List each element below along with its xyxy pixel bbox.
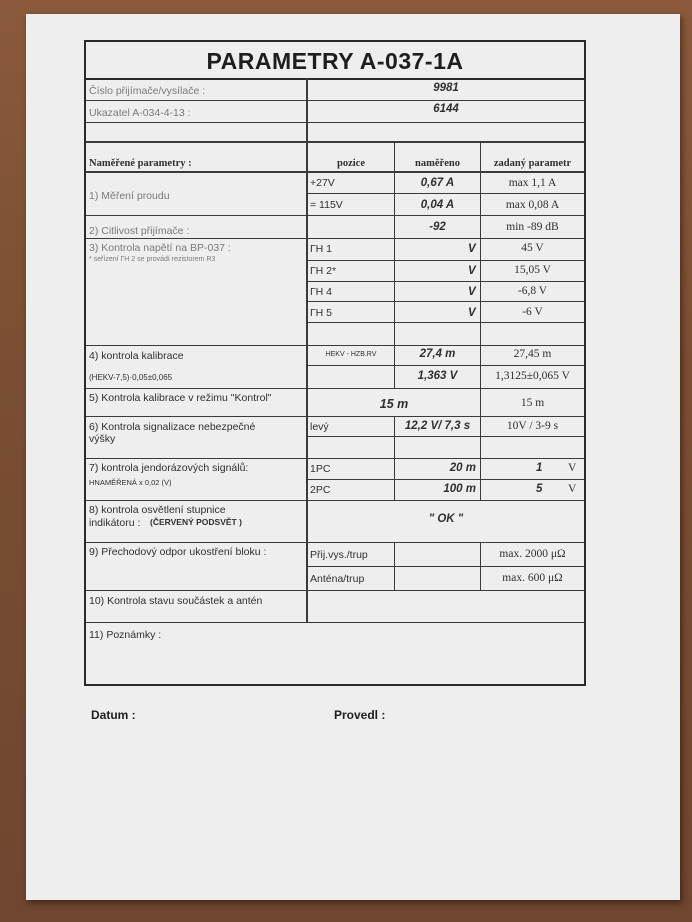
row6-pozice: levý — [310, 421, 329, 433]
row4-pozice: HEKV - HZB.RV — [325, 351, 377, 358]
row3-pozice-2: ГН 2* — [310, 265, 337, 277]
row7-nameneno-1: 20 m — [449, 462, 476, 474]
row3-zadany-1: 45 V — [521, 242, 544, 254]
row3-zadany-3: -6,8 V — [517, 285, 548, 297]
row4-nameneno-2: 1,363 V — [417, 370, 458, 382]
row6-label-2: výšky — [89, 433, 116, 445]
row-line — [306, 260, 584, 261]
parameter-form — [84, 40, 586, 686]
row6-nameneno: 12,2 V/ 7,3 s — [404, 420, 471, 432]
row-line — [306, 301, 584, 302]
footer-provedl: Provedl : — [334, 708, 386, 722]
row11-label: 11) Poznámky : — [89, 629, 162, 641]
row-line — [86, 100, 584, 101]
column-line — [480, 458, 481, 500]
row3-pozice-3: ГН 4 — [310, 286, 333, 298]
row7-formula: HNAMĚŘENÁ x 0,02 (V) — [89, 478, 172, 487]
row4-zadany-2: 1,3125±0,065 V — [495, 370, 570, 382]
row3-note: * seřízení ГН 2 se provádí rezistorem R3 — [89, 256, 216, 263]
column-line — [394, 238, 395, 345]
row-line — [306, 193, 584, 194]
row-line — [86, 458, 584, 459]
row-line — [306, 479, 584, 480]
row2-label: 2) Citlivost přijímače : — [89, 225, 190, 237]
row-line — [86, 388, 584, 389]
row5-nameneno: 15 m — [379, 397, 409, 411]
row7-unit-2: V — [568, 483, 577, 495]
row8-label-3: (ČERVENÝ PODSVĚT ) — [150, 517, 242, 527]
column-line — [394, 542, 395, 590]
row3-zadany-2: 15,05 V — [514, 264, 551, 276]
footer-datum: Datum : — [91, 708, 136, 722]
row3-unit-3: V — [468, 286, 476, 298]
row6-zadany: 10V / 3-9 s — [506, 420, 559, 432]
row7-zadany-2: 5 — [536, 483, 543, 495]
row3-unit-4: V — [468, 307, 476, 319]
row3-unit-2: V — [468, 265, 476, 277]
header-nameneno: naměřeno — [415, 158, 460, 169]
row9-pozice-1: Přij.vys./trup — [310, 549, 368, 561]
row-line — [306, 566, 584, 567]
row8-result: " OK " — [428, 513, 464, 525]
row1-nameneno-1: 0,67 A — [420, 177, 455, 189]
row7-nameneno-2: 100 m — [443, 483, 476, 495]
row9-zadany-1: max. 2000 μΩ — [499, 548, 566, 560]
row-line — [86, 622, 584, 623]
header-params: Naměřené parametry : — [89, 158, 192, 169]
row3-zadany-4: -6 V — [522, 306, 543, 318]
row1-zadany-2: max 0,08 A — [505, 199, 560, 211]
paper-sheet — [26, 14, 680, 900]
row-line — [86, 122, 584, 123]
row9-pozice-2: Anténa/trup — [310, 573, 365, 585]
row-line — [86, 215, 584, 216]
row9-label: 9) Přechodový odpor ukostření bloku : — [89, 546, 267, 558]
row4-formula: (HEKV-7,5)·0,05±0,065 — [89, 373, 173, 382]
row7-pozice-1: 1PC — [310, 463, 331, 475]
row-line — [306, 436, 584, 437]
row1-pozice-1: +27V — [310, 177, 335, 189]
header-zadany: zadaný parametr — [493, 158, 572, 169]
row7-label: 7) kontrola jendorázových signálů: — [89, 462, 249, 474]
row8-label-2: indikátoru : — [89, 517, 141, 529]
row2-zadany: min -89 dB — [506, 221, 559, 233]
row3-label: 3) Kontrola napětí na BP-037 : — [89, 242, 231, 254]
row-line — [86, 238, 584, 239]
receiver-number-value: 9981 — [433, 82, 459, 94]
row3-pozice-1: ГН 1 — [310, 243, 333, 255]
row5-label: 5) Kontrola kalibrace v režimu "Kontrol" — [89, 392, 272, 404]
column-line — [394, 458, 395, 500]
row5-zadany: 15 m — [520, 397, 545, 409]
row7-zadany-1: 1 — [536, 462, 543, 474]
row-line — [86, 345, 584, 346]
row4-nameneno-1: 27,4 m — [419, 348, 456, 360]
row1-label: 1) Měření proudu — [89, 190, 170, 202]
row-line — [86, 500, 584, 501]
row-line — [306, 322, 584, 323]
indicator-label: Ukazatel A-034-4-13 : — [89, 107, 191, 119]
row-line — [86, 542, 584, 543]
row-line — [86, 590, 584, 591]
row3-unit-1: V — [468, 243, 476, 255]
row1-nameneno-2: 0,04 A — [420, 199, 455, 211]
row-line — [86, 416, 584, 417]
header-pozice: pozice — [337, 158, 365, 169]
receiver-number-label: Číslo přijímače/vysílače : — [89, 85, 206, 97]
row8-label-1: 8) kontrola osvětlení stupnice — [89, 504, 226, 516]
row-line — [86, 171, 584, 173]
row-line — [86, 141, 584, 143]
row2-nameneno: -92 — [429, 221, 446, 233]
row-line — [306, 281, 584, 282]
row-line — [306, 365, 584, 366]
row4-zadany-1: 27,45 m — [513, 348, 552, 360]
row1-zadany-1: max 1,1 A — [508, 177, 557, 189]
row4-label: 4) kontrola kalibrace — [89, 350, 184, 362]
form-title: PARAMETRY A-037-1A — [86, 42, 584, 80]
row10-label: 10) Kontrola stavu součástek a antén — [89, 595, 263, 607]
indicator-value: 6144 — [433, 103, 459, 115]
row7-unit-1: V — [568, 462, 577, 474]
row3-pozice-4: ГН 5 — [310, 307, 333, 319]
row6-label-1: 6) Kontrola signalizace nebezpečné — [89, 421, 256, 433]
row1-pozice-2: = 115V — [310, 199, 343, 211]
row9-zadany-2: max. 600 μΩ — [502, 572, 563, 584]
row7-pozice-2: 2PC — [310, 484, 331, 496]
